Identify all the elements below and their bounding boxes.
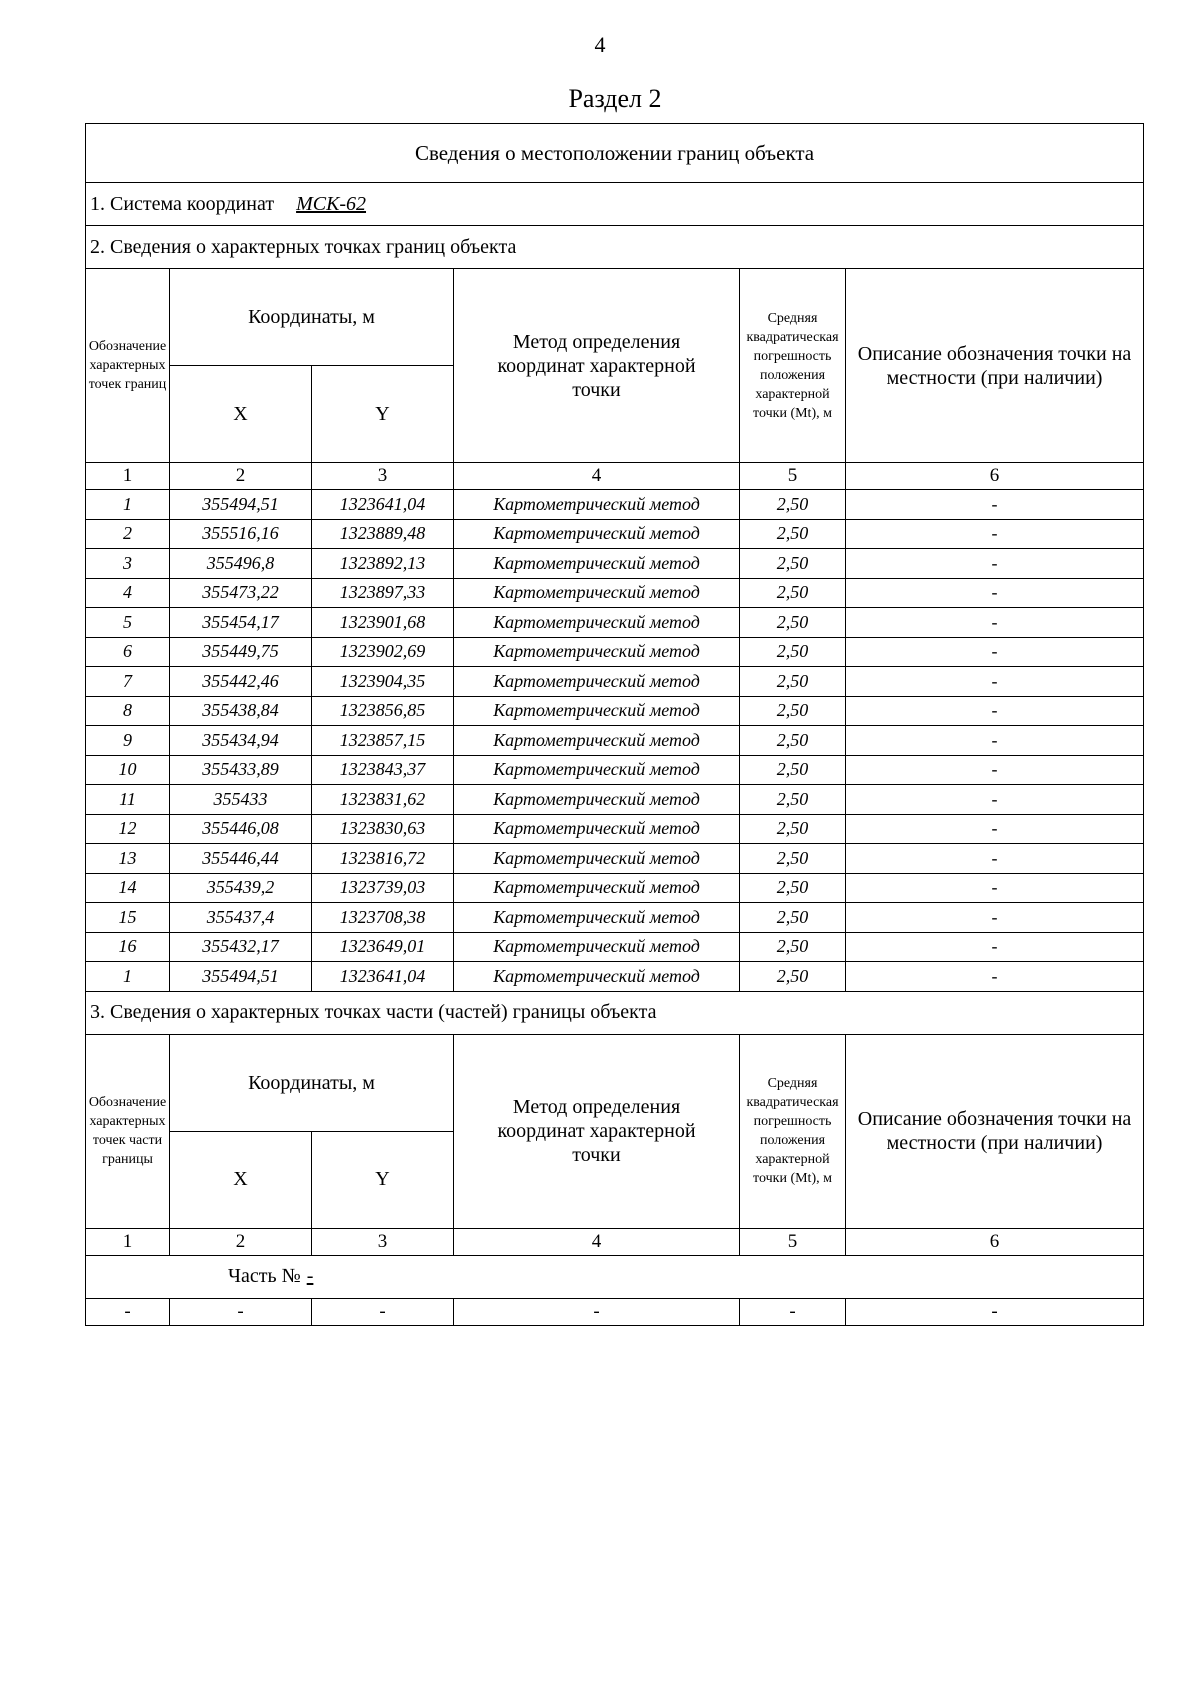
table-banner: Сведения о местоположении границ объекта bbox=[86, 124, 1144, 183]
cell-point-id: 9 bbox=[86, 726, 170, 756]
table-cell: - bbox=[740, 1298, 846, 1325]
column-number: 2 bbox=[170, 1228, 312, 1255]
cell-description: - bbox=[846, 726, 1144, 756]
header-description: Описание обозначения точки на местности (при наличии) bbox=[846, 1034, 1144, 1228]
cell-description: - bbox=[846, 667, 1144, 697]
cell-point-id: 1 bbox=[86, 962, 170, 992]
table-row bbox=[86, 519, 1144, 549]
cell-method: Картометрический метод bbox=[454, 726, 740, 756]
column-number: 4 bbox=[454, 463, 740, 490]
cell-coord-y: 1323857,15 bbox=[312, 726, 454, 756]
cell-coord-y: 1323897,33 bbox=[312, 578, 454, 608]
block3-title: 3. Сведения о характерных точках части (частей) границы объекта bbox=[86, 991, 1144, 1034]
cell-error: 2,50 bbox=[740, 873, 846, 903]
cell-point-id: 11 bbox=[86, 785, 170, 815]
table-row bbox=[86, 844, 1144, 874]
cell-coord-x: 355446,44 bbox=[170, 844, 312, 874]
table-cell: - bbox=[454, 1298, 740, 1325]
cell-method: Картометрический метод bbox=[454, 519, 740, 549]
cell-method: Картометрический метод bbox=[454, 932, 740, 962]
cell-coord-y: 1323901,68 bbox=[312, 608, 454, 638]
table-row bbox=[86, 785, 1144, 815]
table-row bbox=[86, 873, 1144, 903]
cell-point-id: 8 bbox=[86, 696, 170, 726]
part-empty-row bbox=[86, 1298, 1144, 1325]
column-number: 6 bbox=[846, 463, 1144, 490]
cell-error: 2,50 bbox=[740, 696, 846, 726]
cell-point-id: 5 bbox=[86, 608, 170, 638]
table-cell: - bbox=[86, 1298, 170, 1325]
cell-error: 2,50 bbox=[740, 549, 846, 579]
cell-coord-x: 355496,8 bbox=[170, 549, 312, 579]
cell-coord-x: 355454,17 bbox=[170, 608, 312, 638]
table-row bbox=[86, 932, 1144, 962]
cell-description: - bbox=[846, 755, 1144, 785]
table-row bbox=[86, 549, 1144, 579]
cell-description: - bbox=[846, 844, 1144, 874]
cell-error: 2,50 bbox=[740, 519, 846, 549]
header-part-point-designation: Обозначение характерных точек части границы bbox=[86, 1034, 170, 1228]
cell-description: - bbox=[846, 696, 1144, 726]
table-cell: - bbox=[170, 1298, 312, 1325]
cell-coord-y: 1323649,01 bbox=[312, 932, 454, 962]
table-row bbox=[86, 696, 1144, 726]
part-value: - bbox=[306, 1265, 314, 1287]
cell-point-id: 1 bbox=[86, 490, 170, 520]
cell-coord-x: 355446,08 bbox=[170, 814, 312, 844]
cell-error: 2,50 bbox=[740, 814, 846, 844]
cell-error: 2,50 bbox=[740, 578, 846, 608]
column-number: 1 bbox=[86, 463, 170, 490]
cell-method: Картометрический метод bbox=[454, 873, 740, 903]
header-method: Метод определения координат характерной точки bbox=[454, 269, 740, 463]
cell-method: Картометрический метод bbox=[454, 608, 740, 638]
cell-method: Картометрический метод bbox=[454, 637, 740, 667]
cell-coord-x: 355442,46 bbox=[170, 667, 312, 697]
cell-method: Картометрический метод bbox=[454, 667, 740, 697]
table-row bbox=[86, 608, 1144, 638]
table-cell: - bbox=[312, 1298, 454, 1325]
header-y: Y bbox=[312, 366, 454, 463]
cell-error: 2,50 bbox=[740, 844, 846, 874]
cell-error: 2,50 bbox=[740, 637, 846, 667]
cell-method: Картометрический метод bbox=[454, 578, 740, 608]
header-x: X bbox=[170, 1131, 312, 1228]
header-error: Средняя квадратическая погрешность положения характерной точки (Mt), м bbox=[740, 1034, 846, 1228]
table-row bbox=[86, 490, 1144, 520]
cell-coord-x: 355494,51 bbox=[170, 962, 312, 992]
column-number: 3 bbox=[312, 1228, 454, 1255]
header-coordinates: Координаты, м bbox=[170, 269, 454, 366]
cell-point-id: 16 bbox=[86, 932, 170, 962]
header-description: Описание обозначения точки на местности (при наличии) bbox=[846, 269, 1144, 463]
cell-coord-x: 355473,22 bbox=[170, 578, 312, 608]
header-point-designation: Обозначение характерных точек границ bbox=[86, 269, 170, 463]
boundary-table bbox=[85, 123, 1144, 1326]
cell-method: Картометрический метод bbox=[454, 755, 740, 785]
table-row bbox=[86, 637, 1144, 667]
cell-coord-x: 355432,17 bbox=[170, 932, 312, 962]
cell-error: 2,50 bbox=[740, 608, 846, 638]
cell-coord-y: 1323904,35 bbox=[312, 667, 454, 697]
cell-coord-y: 1323889,48 bbox=[312, 519, 454, 549]
cell-coord-y: 1323831,62 bbox=[312, 785, 454, 815]
cell-method: Картометрический метод bbox=[454, 962, 740, 992]
cell-description: - bbox=[846, 490, 1144, 520]
cell-method: Картометрический метод bbox=[454, 490, 740, 520]
coordinate-system-label: 1. Система координат bbox=[90, 192, 275, 215]
header-method: Метод определения координат характерной точки bbox=[454, 1034, 740, 1228]
cell-error: 2,50 bbox=[740, 903, 846, 933]
cell-point-id: 10 bbox=[86, 755, 170, 785]
cell-coord-y: 1323641,04 bbox=[312, 490, 454, 520]
cell-coord-y: 1323902,69 bbox=[312, 637, 454, 667]
header-x: X bbox=[170, 366, 312, 463]
cell-coord-y: 1323641,04 bbox=[312, 962, 454, 992]
cell-description: - bbox=[846, 962, 1144, 992]
cell-coord-x: 355437,4 bbox=[170, 903, 312, 933]
cell-point-id: 7 bbox=[86, 667, 170, 697]
column-number: 6 bbox=[846, 1228, 1144, 1255]
cell-coord-x: 355433,89 bbox=[170, 755, 312, 785]
cell-method: Картометрический метод bbox=[454, 844, 740, 874]
cell-method: Картометрический метод bbox=[454, 903, 740, 933]
cell-error: 2,50 bbox=[740, 962, 846, 992]
cell-point-id: 6 bbox=[86, 637, 170, 667]
column-number: 5 bbox=[740, 1228, 846, 1255]
table-row bbox=[86, 962, 1144, 992]
column-number: 1 bbox=[86, 1228, 170, 1255]
cell-point-id: 13 bbox=[86, 844, 170, 874]
coordinate-system-row bbox=[86, 183, 1144, 226]
cell-coord-x: 355516,16 bbox=[170, 519, 312, 549]
cell-coord-x: 355433 bbox=[170, 785, 312, 815]
cell-description: - bbox=[846, 608, 1144, 638]
cell-description: - bbox=[846, 903, 1144, 933]
cell-coord-x: 355449,75 bbox=[170, 637, 312, 667]
cell-description: - bbox=[846, 578, 1144, 608]
cell-description: - bbox=[846, 932, 1144, 962]
cell-point-id: 14 bbox=[86, 873, 170, 903]
header-y: Y bbox=[312, 1131, 454, 1228]
table-row bbox=[86, 667, 1144, 697]
header-coordinates: Координаты, м bbox=[170, 1034, 454, 1131]
part-label: Часть № bbox=[228, 1265, 301, 1287]
cell-method: Картометрический метод bbox=[454, 814, 740, 844]
cell-coord-y: 1323892,13 bbox=[312, 549, 454, 579]
column-numbers-row bbox=[86, 463, 1144, 490]
cell-method: Картометрический метод bbox=[454, 696, 740, 726]
cell-description: - bbox=[846, 785, 1144, 815]
cell-description: - bbox=[846, 549, 1144, 579]
cell-description: - bbox=[846, 637, 1144, 667]
column-numbers-row bbox=[86, 1228, 1144, 1255]
cell-error: 2,50 bbox=[740, 490, 846, 520]
cell-error: 2,50 bbox=[740, 726, 846, 756]
cell-point-id: 15 bbox=[86, 903, 170, 933]
cell-coord-y: 1323856,85 bbox=[312, 696, 454, 726]
cell-description: - bbox=[846, 873, 1144, 903]
column-number: 5 bbox=[740, 463, 846, 490]
cell-method: Картометрический метод bbox=[454, 785, 740, 815]
cell-error: 2,50 bbox=[740, 932, 846, 962]
cell-description: - bbox=[846, 519, 1144, 549]
part-row bbox=[86, 1255, 1144, 1298]
table-row bbox=[86, 726, 1144, 756]
cell-method: Картометрический метод bbox=[454, 549, 740, 579]
cell-point-id: 3 bbox=[86, 549, 170, 579]
cell-coord-y: 1323739,03 bbox=[312, 873, 454, 903]
cell-coord-y: 1323843,37 bbox=[312, 755, 454, 785]
table-cell: - bbox=[846, 1298, 1144, 1325]
table-row bbox=[86, 578, 1144, 608]
table-row bbox=[86, 814, 1144, 844]
table-row bbox=[86, 903, 1144, 933]
cell-coord-x: 355438,84 bbox=[170, 696, 312, 726]
column-number: 4 bbox=[454, 1228, 740, 1255]
cell-point-id: 4 bbox=[86, 578, 170, 608]
cell-coord-y: 1323816,72 bbox=[312, 844, 454, 874]
cell-coord-x: 355439,2 bbox=[170, 873, 312, 903]
cell-error: 2,50 bbox=[740, 667, 846, 697]
cell-error: 2,50 bbox=[740, 755, 846, 785]
block2-title: 2. Сведения о характерных точках границ объекта bbox=[86, 226, 1144, 269]
page-number: 4 bbox=[594, 32, 606, 57]
column-number: 3 bbox=[312, 463, 454, 490]
cell-error: 2,50 bbox=[740, 785, 846, 815]
cell-coord-x: 355494,51 bbox=[170, 490, 312, 520]
cell-description: - bbox=[846, 814, 1144, 844]
cell-coord-x: 355434,94 bbox=[170, 726, 312, 756]
coordinate-system-value: МСК-62 bbox=[296, 192, 367, 215]
section-title: Раздел 2 bbox=[568, 84, 662, 113]
cell-coord-y: 1323830,63 bbox=[312, 814, 454, 844]
cell-point-id: 12 bbox=[86, 814, 170, 844]
cell-point-id: 2 bbox=[86, 519, 170, 549]
header-error: Средняя квадратическая погрешность положения характерной точки (Mt), м bbox=[740, 269, 846, 463]
table-row bbox=[86, 755, 1144, 785]
cell-coord-y: 1323708,38 bbox=[312, 903, 454, 933]
column-number: 2 bbox=[170, 463, 312, 490]
